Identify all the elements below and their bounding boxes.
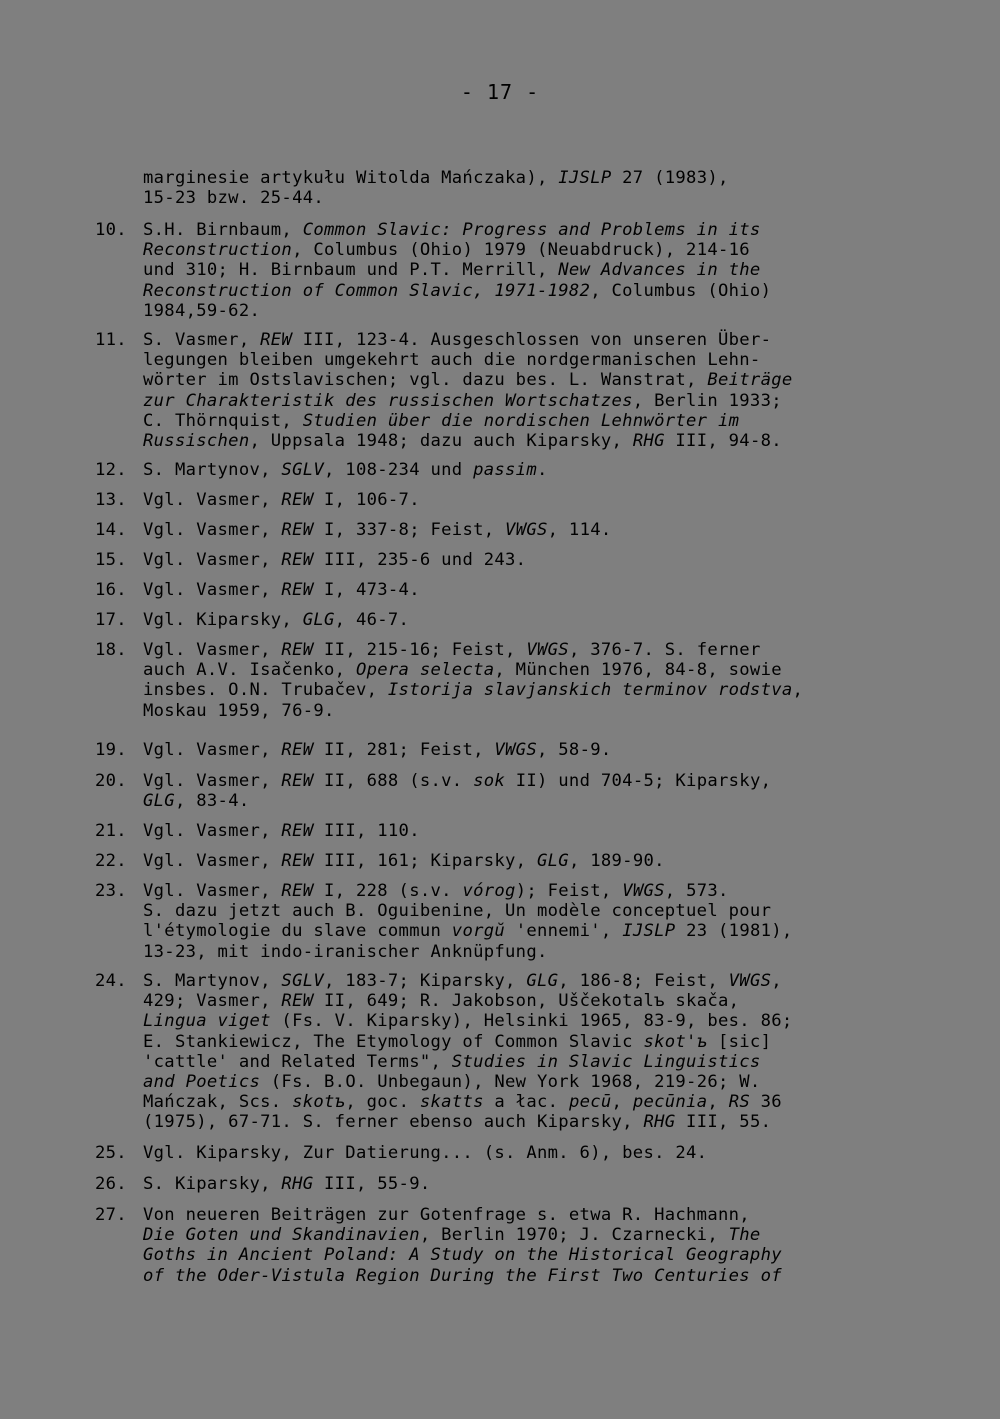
- text-line: [143, 1072, 915, 1092]
- text-segment: I, 337-8; Feist,: [313, 520, 506, 540]
- footnote-number: 18.: [95, 640, 127, 660]
- footnote-15: [95, 550, 915, 570]
- text-line: [143, 942, 915, 962]
- italic-segment: REW: [260, 330, 293, 350]
- text-segment: Vgl. Kiparsky,: [143, 610, 303, 630]
- text-segment: ,: [792, 680, 804, 701]
- italic-segment: VWGS: [505, 520, 548, 540]
- footnote-19: [95, 740, 915, 760]
- text-segment: und 310; H. Birnbaum und P.T. Merrill,: [143, 260, 559, 281]
- text-segment: , 183-7; Kiparsky,: [324, 971, 527, 991]
- text-segment: marginesie artykułu Witolda Mańczaka),: [143, 168, 559, 188]
- text-segment: Vgl. Vasmer,: [143, 771, 282, 791]
- italic-segment: REW: [281, 580, 314, 600]
- italic-segment: IJSLP: [622, 921, 676, 942]
- italic-segment: SGLV: [281, 460, 325, 480]
- text-segment: Moskau 1959, 76-9.: [143, 700, 335, 721]
- text-line: [143, 1032, 915, 1052]
- text-segment: [sic]: [707, 1031, 772, 1052]
- footnote-10: [95, 220, 915, 321]
- text-line: [143, 660, 915, 680]
- italic-segment: REW: [281, 740, 314, 760]
- footnote-text: [143, 640, 915, 721]
- footnote-text: [143, 220, 915, 321]
- text-line: [143, 1092, 915, 1112]
- text-segment: 36: [749, 1092, 782, 1113]
- text-segment: III, 123-4. Ausgeschlossen von unseren Über-: [292, 330, 772, 350]
- italic-segment: Common Slavic: Progress and Problems in its: [302, 220, 761, 240]
- footnote-18: [95, 640, 915, 721]
- footnote-text: [143, 610, 915, 630]
- text-segment: 'ennemi',: [505, 921, 623, 942]
- text-line: [143, 881, 915, 901]
- text-line: [143, 168, 915, 188]
- text-line: [143, 1011, 915, 1031]
- text-segment: 429; Vasmer,: [143, 991, 282, 1012]
- text-segment: (Fs. V. Kiparsky), Helsinki 1965, 83-9, bes. 86;: [270, 1011, 793, 1032]
- text-segment: , Columbus (Ohio) 1979 (Neuabdruck), 214-16: [292, 240, 750, 261]
- text-line: [143, 220, 915, 240]
- text-segment: ,: [707, 1092, 729, 1113]
- italic-segment: Lingua viget: [143, 1011, 271, 1032]
- footnote-24: [95, 971, 915, 1133]
- italic-segment: Studies in Slavic Linguistics: [451, 1051, 761, 1072]
- footnote-text: [143, 490, 915, 510]
- text-segment: auch A.V. Isačenko,: [143, 660, 356, 681]
- text-segment: , 108-234 und: [324, 460, 474, 480]
- text-line: [143, 1225, 915, 1245]
- italic-segment: VWGS: [494, 740, 537, 760]
- text-segment: Vgl. Vasmer,: [143, 520, 282, 540]
- text-line: [143, 791, 915, 811]
- text-segment: E. Stankiewicz, The Etymology of Common Slavic: [143, 1031, 644, 1052]
- italic-segment: sok: [473, 771, 506, 791]
- footnote-text: [143, 168, 915, 208]
- text-segment: III, 55.: [675, 1112, 772, 1133]
- footnotes-list: [95, 168, 915, 1418]
- italic-segment: passim: [473, 460, 537, 480]
- italic-segment: GLG: [143, 791, 175, 812]
- text-segment: Von neueren Beiträgen zur Gotenfrage s. etwa R. Hachmann,: [143, 1205, 750, 1225]
- text-segment: legungen bleiben umgekehrt auch die nordgermanischen Lehn-: [143, 350, 761, 371]
- text-line: [143, 188, 915, 208]
- text-segment: II) und 704-5; Kiparsky,: [505, 771, 772, 791]
- text-line: [143, 370, 915, 390]
- text-segment: Vgl. Kiparsky, Zur Datierung... (s. Anm. 6), bes. 24.: [143, 1143, 708, 1163]
- footnote-23: [95, 881, 915, 962]
- italic-segment: Die Goten und Skandinavien: [143, 1225, 420, 1246]
- text-line: [143, 411, 915, 431]
- italic-segment: pecū: [568, 1092, 612, 1113]
- text-line: [143, 610, 915, 630]
- footnote-21: [95, 821, 915, 841]
- text-segment: II, 281; Feist,: [313, 740, 495, 760]
- footnote-text: [143, 740, 915, 760]
- italic-segment: SGLV: [281, 971, 325, 991]
- footnote-number: 26.: [95, 1174, 127, 1194]
- text-line: [143, 550, 915, 570]
- footnote-number: 27.: [95, 1205, 127, 1225]
- footnote-text: [143, 971, 915, 1133]
- text-segment: insbes. O.N. Trubačev,: [143, 680, 388, 701]
- text-segment: S. Martynov,: [143, 460, 282, 480]
- text-line: [143, 851, 915, 871]
- text-line: [143, 1205, 915, 1225]
- italic-segment: vorgŭ: [451, 921, 506, 942]
- italic-segment: Studien über die nordischen Lehnwörter im: [302, 410, 740, 431]
- text-line: [143, 680, 915, 700]
- text-segment: I, 106-7.: [313, 490, 420, 510]
- text-segment: .: [536, 460, 548, 480]
- italic-segment: REW: [281, 550, 314, 570]
- text-line: [143, 391, 915, 411]
- text-line: [143, 1266, 915, 1286]
- footnote-text: [143, 330, 915, 451]
- italic-segment: skot'ъ: [643, 1031, 708, 1052]
- footnote-16: [95, 580, 915, 600]
- footnote-text: [143, 580, 915, 600]
- text-segment: Mańczak, Scs.: [143, 1092, 293, 1113]
- footnote-25: [95, 1143, 915, 1163]
- footnote-number: 22.: [95, 851, 127, 871]
- text-segment: S. Martynov,: [143, 971, 282, 991]
- text-line: [143, 771, 915, 791]
- text-segment: Vgl. Vasmer,: [143, 881, 282, 901]
- footnote-continuation: [95, 168, 915, 208]
- footnote-number: 11.: [95, 330, 127, 350]
- footnote-text: [143, 851, 915, 871]
- text-segment: , 376-7. S. ferner: [568, 640, 761, 660]
- footnote-number: 15.: [95, 550, 127, 570]
- italic-segment: REW: [281, 851, 314, 871]
- italic-segment: Beiträge: [707, 370, 793, 391]
- italic-segment: skotъ: [292, 1092, 346, 1113]
- text-segment: a łac.: [483, 1092, 569, 1113]
- text-segment: Vgl. Vasmer,: [143, 740, 282, 760]
- page-number: - 17 -: [460, 80, 540, 104]
- text-line: [143, 901, 915, 921]
- italic-segment: REW: [281, 490, 314, 510]
- footnote-number: 10.: [95, 220, 127, 240]
- text-segment: , 83-4.: [174, 791, 250, 812]
- text-line: [143, 301, 915, 321]
- footnote-number: 17.: [95, 610, 127, 630]
- footnote-text: [143, 771, 915, 811]
- footnote-text: [143, 881, 915, 962]
- text-segment: II, 649; R. Jakobson, Uščekotalъ skača,: [313, 991, 740, 1012]
- italic-segment: REW: [281, 821, 314, 841]
- text-segment: , 46-7.: [334, 610, 410, 630]
- text-line: [143, 971, 915, 991]
- italic-segment: RHG: [643, 1112, 676, 1133]
- italic-segment: GLG: [536, 851, 569, 871]
- italic-segment: Opera selecta: [355, 660, 495, 681]
- italic-segment: IJSLP: [558, 168, 612, 188]
- text-segment: I, 473-4.: [313, 580, 420, 600]
- italic-segment: zur Charakteristik des russischen Wortschatzes: [143, 390, 633, 411]
- text-segment: ,: [771, 971, 782, 991]
- text-line: [143, 460, 915, 480]
- italic-segment: Goths in Ancient Poland: A Study on the Historical Geography: [143, 1245, 782, 1266]
- text-segment: , 186-8; Feist,: [558, 971, 729, 991]
- footnote-14: [95, 520, 915, 540]
- italic-segment: RHG: [281, 1174, 314, 1194]
- text-segment: Vgl. Vasmer,: [143, 580, 282, 600]
- text-segment: S. Kiparsky,: [143, 1174, 282, 1194]
- text-line: [143, 330, 915, 350]
- text-segment: S.H. Birnbaum,: [143, 220, 303, 240]
- text-line: [143, 1143, 915, 1163]
- italic-segment: Istorija slavjanskich terminov rodstva: [387, 680, 793, 701]
- text-segment: , 573.: [664, 881, 729, 901]
- text-line: [143, 520, 915, 540]
- italic-segment: Reconstruction of Common Slavic, 1971-1982: [143, 280, 591, 301]
- text-line: [143, 260, 915, 280]
- italic-segment: Reconstruction: [143, 240, 293, 261]
- footnote-13: [95, 490, 915, 510]
- italic-segment: of the Oder-Vistula Region During the First Two Centuries of: [143, 1265, 782, 1286]
- text-line: [143, 640, 915, 660]
- italic-segment: REW: [281, 881, 314, 901]
- text-segment: , 189-90.: [568, 851, 665, 871]
- text-segment: II, 215-16; Feist,: [313, 640, 527, 660]
- footnote-number: 13.: [95, 490, 127, 510]
- footnote-number: 20.: [95, 771, 127, 791]
- text-segment: S. dazu jetzt auch B. Oguibenine, Un modèle conceptuel pour: [143, 901, 772, 922]
- italic-segment: RS: [728, 1092, 750, 1113]
- footnote-text: [143, 1205, 915, 1286]
- italic-segment: REW: [281, 520, 314, 540]
- text-segment: Vgl. Vasmer,: [143, 821, 282, 841]
- footnote-17: [95, 610, 915, 630]
- footnote-11: [95, 330, 915, 451]
- footnote-number: 12.: [95, 460, 127, 480]
- text-segment: , München 1976, 84-8, sowie: [494, 660, 782, 681]
- footnote-number: 23.: [95, 881, 127, 901]
- footnote-number: 24.: [95, 971, 127, 991]
- italic-segment: Russischen: [143, 431, 250, 452]
- text-segment: III, 235-6 und 243.: [313, 550, 527, 570]
- text-segment: , 58-9.: [536, 740, 612, 760]
- italic-segment: skatts: [419, 1092, 484, 1113]
- text-line: [143, 240, 915, 260]
- text-segment: S. Vasmer,: [143, 330, 261, 350]
- text-line: [143, 350, 915, 370]
- text-segment: II, 688 (s.v.: [313, 771, 474, 791]
- text-segment: 13-23, mit indo-iranischer Anknüpfung.: [143, 941, 548, 962]
- text-segment: , Columbus (Ohio): [590, 280, 772, 301]
- text-segment: III, 110.: [313, 821, 420, 841]
- text-segment: , 114.: [547, 520, 612, 540]
- text-line: [143, 991, 915, 1011]
- italic-segment: REW: [281, 991, 314, 1012]
- text-segment: (1975), 67-71. S. ferner ebenso auch Kiparsky,: [143, 1112, 644, 1133]
- footnote-number: 25.: [95, 1143, 127, 1163]
- text-segment: Vgl. Vasmer,: [143, 640, 282, 660]
- text-segment: 'cattle' and Related Terms",: [143, 1051, 452, 1072]
- text-line: [143, 580, 915, 600]
- italic-segment: VWGS: [728, 971, 772, 991]
- footnote-text: [143, 1143, 915, 1163]
- footnote-20: [95, 771, 915, 811]
- text-segment: III, 55-9.: [313, 1174, 431, 1194]
- footnote-26: [95, 1174, 915, 1194]
- text-line: [143, 1112, 915, 1132]
- text-segment: Vgl. Vasmer,: [143, 851, 282, 871]
- italic-segment: REW: [281, 771, 314, 791]
- italic-segment: REW: [281, 640, 314, 660]
- footnote-22: [95, 851, 915, 871]
- footnote-12: [95, 460, 915, 480]
- footnote-number: 16.: [95, 580, 127, 600]
- text-line: [143, 1245, 915, 1265]
- text-line: [143, 1174, 915, 1194]
- text-segment: III, 94-8.: [664, 431, 782, 452]
- text-segment: , goc.: [345, 1092, 420, 1113]
- italic-segment: The: [728, 1225, 761, 1246]
- italic-segment: GLG: [302, 610, 335, 630]
- footnote-number: 21.: [95, 821, 127, 841]
- italic-segment: vórog: [462, 881, 516, 901]
- text-segment: C. Thörnquist,: [143, 410, 303, 431]
- italic-segment: RHG: [632, 431, 665, 452]
- text-segment: wörter im Ostslavischen; vgl. dazu bes. L. Wanstrat,: [143, 370, 708, 391]
- footnote-text: [143, 821, 915, 841]
- text-line: [143, 821, 915, 841]
- text-line: [143, 740, 915, 760]
- footnote-number: 19.: [95, 740, 127, 760]
- footnote-27: [95, 1205, 915, 1286]
- text-segment: , Berlin 1933;: [632, 390, 782, 411]
- italic-segment: and Poetics: [143, 1072, 261, 1093]
- text-segment: 23 (1981),: [675, 921, 793, 942]
- footnote-text: [143, 550, 915, 570]
- text-line: [143, 281, 915, 301]
- text-segment: I, 228 (s.v.: [313, 881, 463, 901]
- footnote-text: [143, 1174, 915, 1194]
- text-segment: Vgl. Vasmer,: [143, 550, 282, 570]
- text-segment: (Fs. B.O. Unbegaun), New York 1968, 219-26; W.: [260, 1072, 761, 1093]
- italic-segment: VWGS: [622, 881, 665, 901]
- text-segment: ); Feist,: [515, 881, 623, 901]
- text-segment: l'étymologie du slave commun: [143, 921, 452, 942]
- text-segment: III, 161; Kiparsky,: [313, 851, 537, 871]
- text-line: [143, 490, 915, 510]
- italic-segment: New Advances in the: [558, 260, 761, 281]
- text-segment: 27 (1983),: [611, 168, 729, 188]
- text-segment: Vgl. Vasmer,: [143, 490, 282, 510]
- footnote-text: [143, 520, 915, 540]
- italic-segment: GLG: [526, 971, 559, 991]
- italic-segment: VWGS: [526, 640, 569, 660]
- text-line: [143, 431, 915, 451]
- text-segment: , Berlin 1970; J. Czarnecki,: [419, 1225, 729, 1246]
- footnote-number: 14.: [95, 520, 127, 540]
- text-segment: 15-23 bzw. 25-44.: [143, 188, 325, 209]
- italic-segment: pecūnia: [632, 1092, 708, 1113]
- footnote-text: [143, 460, 915, 480]
- text-segment: , Uppsala 1948; dazu auch Kiparsky,: [249, 431, 633, 452]
- text-line: [143, 1052, 915, 1072]
- text-segment: 1984,59-62.: [143, 300, 261, 321]
- text-segment: ,: [611, 1092, 633, 1113]
- text-line: [143, 701, 915, 721]
- text-line: [143, 921, 915, 941]
